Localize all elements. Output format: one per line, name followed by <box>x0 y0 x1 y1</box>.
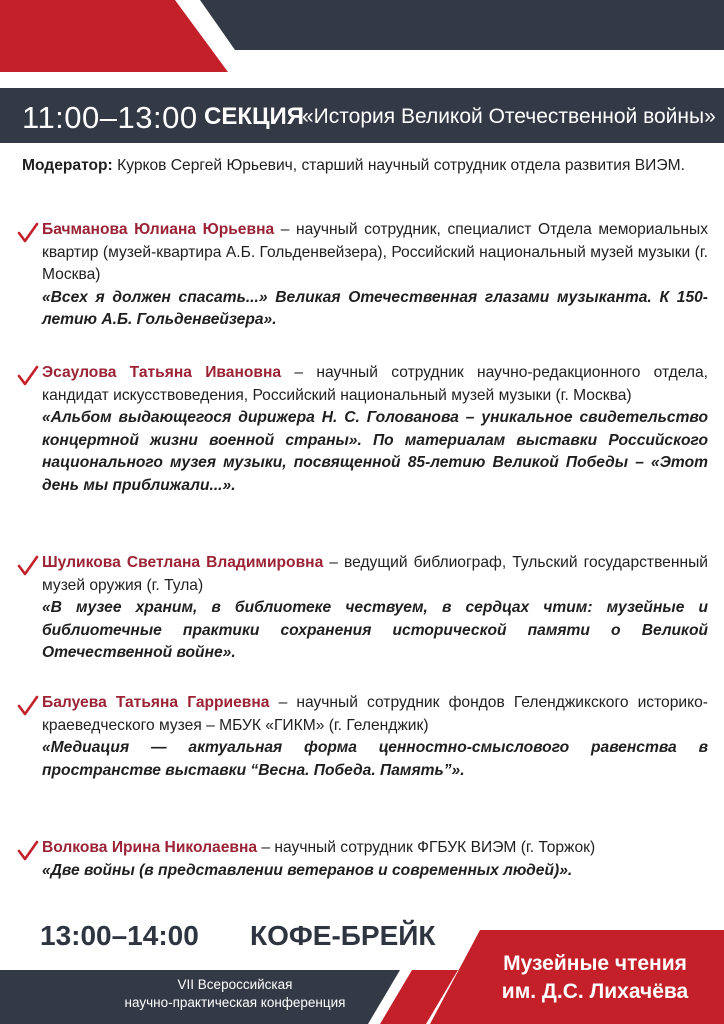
speaker-topic: «В музее храним, в библиотеке чествуем, в сердцах чтим: музейные и библиотечные практики сохранения исторической памяти о Великой Отечественной войне». <box>42 599 708 661</box>
top-decoration <box>0 0 724 80</box>
speaker-item <box>42 552 708 665</box>
checkmark-icon <box>17 840 39 862</box>
section-title: «История Великой Отечественной войны» <box>302 105 716 128</box>
speaker-name: Бачманова Юлиана Юрьевна <box>42 221 275 238</box>
speaker-role: – научный сотрудник ФГБУК ВИЭМ (г. Торжок) <box>257 839 596 856</box>
moderator-block <box>22 155 706 178</box>
checkmark-icon <box>17 695 39 717</box>
speaker-name: Шуликова Светлана Владимировна <box>42 554 324 571</box>
conference-line-2: научно-практическая конференция <box>124 995 346 1010</box>
speaker-name: Балуева Татьяна Гарриевна <box>42 694 270 711</box>
brand-line-2: им. Д.С. Лихачёва <box>501 980 689 1003</box>
break-label: КОФЕ-БРЕЙК <box>250 920 436 951</box>
speaker-item <box>42 219 708 332</box>
speaker-topic: «Всех я должен спасать...» Великая Отечественная глазами музыканта. К 150-летию А.Б. Гольденвейзера». <box>42 288 708 328</box>
section-time: 11:00–13:00 <box>22 100 198 135</box>
conference-line-1: VII Всероссийская <box>177 977 293 992</box>
moderator-text: Курков Сергей Юрьевич, старший научный сотрудник отдела развития ВИЭМ. <box>117 157 685 174</box>
speaker-topic: «Медиация — актуальная форма ценностно-смыслового равенства в пространстве выставки “Весна. Победа. Память”». <box>42 739 708 779</box>
checkmark-icon <box>17 222 39 244</box>
speaker-name: Волкова Ирина Николаевна <box>42 839 258 856</box>
speaker-topic: «Две войны (в представлении ветеранов и современных людей)». <box>42 861 573 879</box>
speaker-name: Эсаулова Татьяна Ивановна <box>42 364 282 381</box>
moderator-label: Модератор: <box>22 157 113 174</box>
brand-label <box>480 950 710 1006</box>
speaker-role: – научный сотрудник, специалист Отдела мемориальных квартир (музей-квартира А.Б. Гольденвейзера), Российский национальный музей музыки (г. Москва) <box>42 221 709 283</box>
speaker-item <box>42 692 708 782</box>
speaker-role: – научный сотрудник научно-редакционного отдела, кандидат искусствоведения, Российский национальный музей музыки (г. Москва) <box>42 364 708 404</box>
section-label: СЕКЦИЯ <box>204 103 305 130</box>
speaker-item <box>42 837 708 882</box>
speaker-item <box>42 362 708 497</box>
brand-line-1: Музейные чтения <box>503 952 687 975</box>
checkmark-icon <box>17 555 39 577</box>
conference-label <box>40 976 430 1012</box>
checkmark-icon <box>17 365 39 387</box>
break-time: 13:00–14:00 <box>40 920 199 951</box>
speaker-topic: «Альбом выдающегося дирижера Н. С. Голованова – уникальное свидетельство концертной жизни военной страны». По материалам выставки Российского национального музея музыки, посвященной 85-летию Великой Победы – «Этот день мы приближали...». <box>42 409 708 494</box>
speaker-role: – научный сотрудник фондов Геленджикского историко-краеведческого музея – МБУК «ГИКМ» (г. Геленджик) <box>42 694 708 734</box>
speaker-role: – ведущий библиограф, Тульский государственный музей оружия (г. Тула) <box>42 554 708 594</box>
